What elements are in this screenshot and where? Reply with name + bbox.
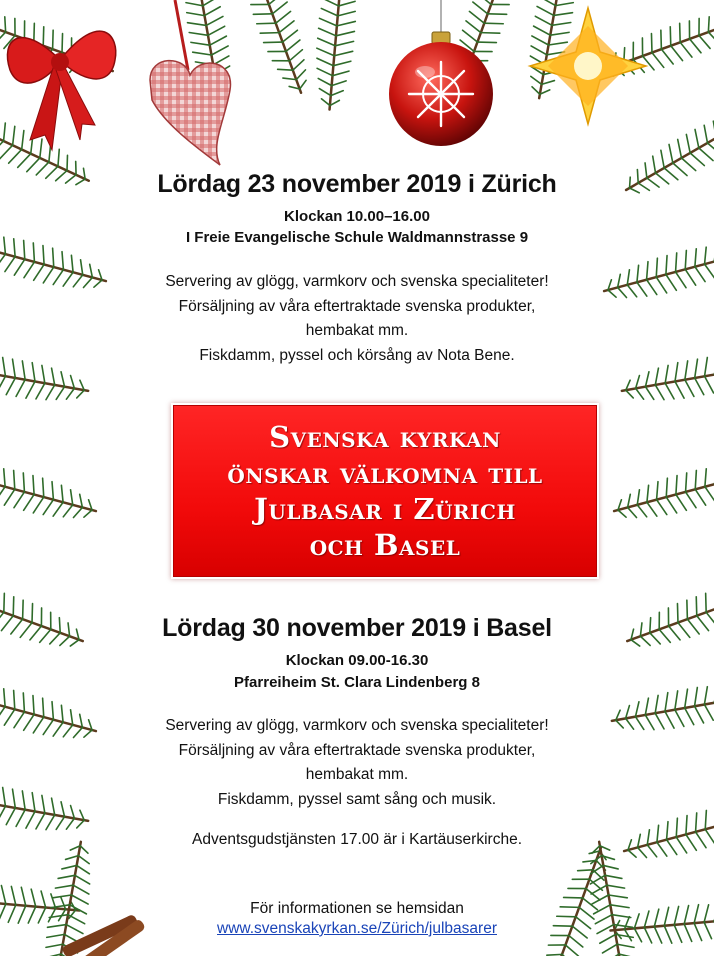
basel-description bbox=[0, 714, 714, 812]
zurich-place: I Freie Evangelische Schule Waldmannstrasse 9 bbox=[185, 229, 529, 246]
gingham-heart-icon bbox=[150, 0, 230, 165]
info-text: För informationen se hemsidan bbox=[250, 900, 464, 917]
zurich-line: Fiskdamm, pyssel och körsång av Nota Bene. bbox=[199, 346, 515, 364]
banner-line: Julbasar i Zürich bbox=[254, 492, 516, 526]
banner-line: och Basel bbox=[309, 528, 461, 562]
website-link-wrap bbox=[0, 920, 714, 938]
red-bauble-icon bbox=[389, 0, 493, 146]
basel-line: Försäljning av våra eftertraktade svenska produkter, bbox=[178, 741, 536, 759]
basel-place: Pfarreiheim St. Clara Lindenberg 8 bbox=[234, 674, 480, 691]
fir-branch-icon bbox=[182, 0, 577, 111]
website-link[interactable]: www.svenskakyrkan.se/Zürich/julbasarer bbox=[217, 920, 497, 937]
zurich-description bbox=[0, 270, 714, 368]
zurich-line: Försäljning av våra eftertraktade svenska produkter, bbox=[178, 297, 536, 315]
welcome-banner bbox=[173, 405, 597, 577]
basel-line: hembakat mm. bbox=[305, 766, 409, 783]
advent-service: Adventsgudstjänsten 17.00 är i Kartäuserkirche. bbox=[192, 831, 522, 848]
zurich-line: hembakat mm. bbox=[305, 322, 409, 339]
zurich-heading: Lördag 23 november 2019 i Zürich bbox=[157, 170, 557, 198]
zurich-line: Servering av glögg, varmkorv och svenska specialiteter! bbox=[165, 273, 549, 290]
basel-time: Klockan 09.00-16.30 bbox=[285, 652, 429, 669]
banner-line: Svenska kyrkan bbox=[269, 420, 501, 454]
basel-line: Servering av glögg, varmkorv och svenska specialiteter! bbox=[165, 717, 549, 734]
red-bow-icon bbox=[7, 31, 115, 150]
banner-line: önskar välkomna till bbox=[227, 456, 543, 490]
basel-heading: Lördag 30 november 2019 i Basel bbox=[162, 614, 552, 642]
basel-line: Fiskdamm, pyssel samt sång och musik. bbox=[217, 790, 497, 808]
zurich-time: Klockan 10.00–16.00 bbox=[284, 208, 430, 225]
moravian-star-icon bbox=[530, 8, 646, 124]
